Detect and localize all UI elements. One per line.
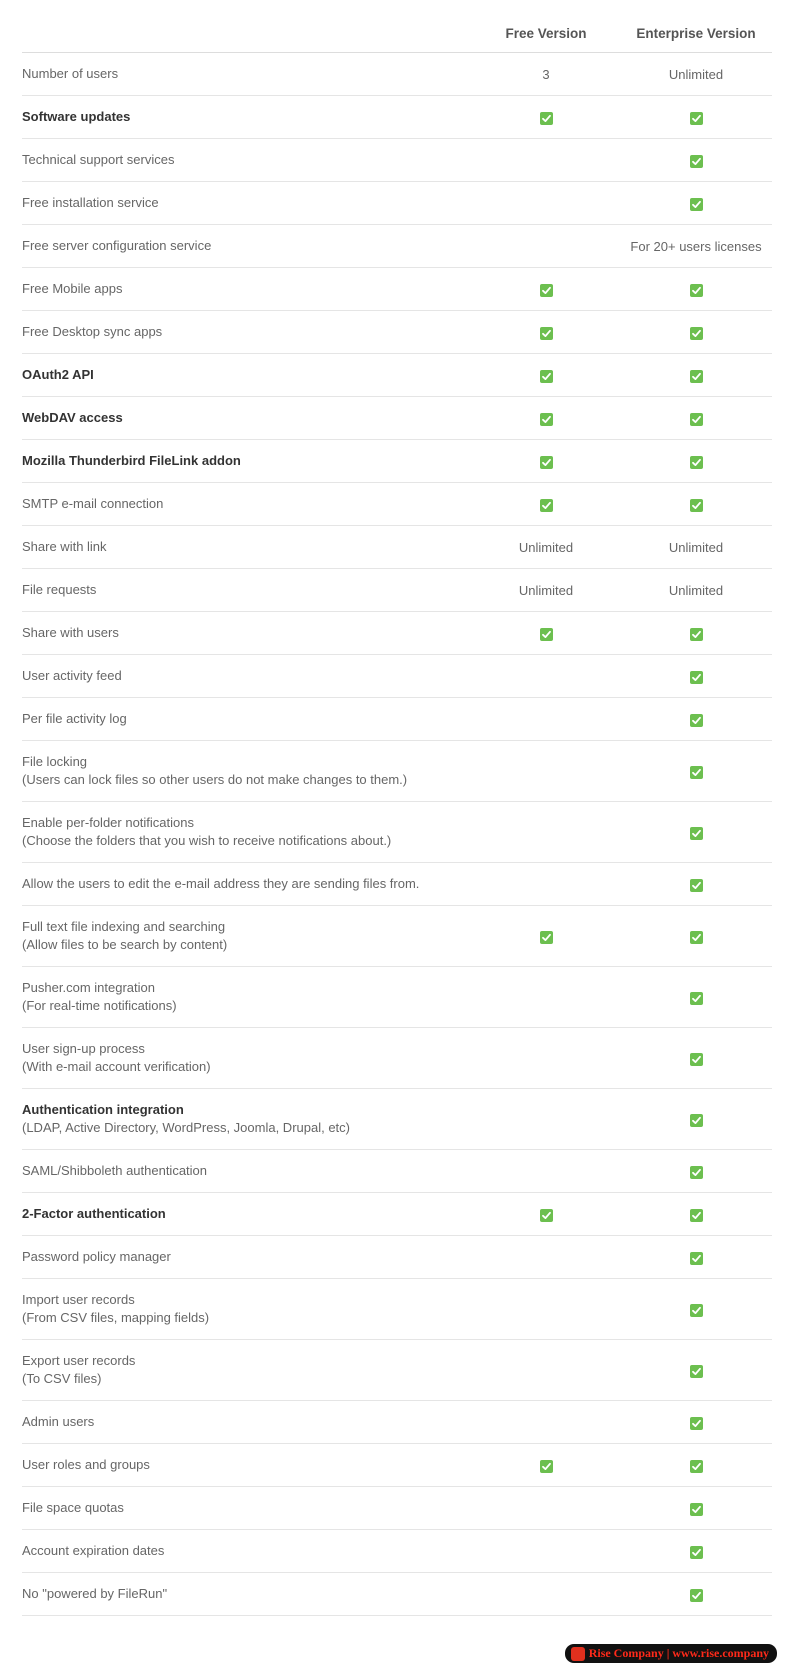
checkmark-icon <box>540 1460 553 1473</box>
enterprise-version-cell <box>620 281 772 296</box>
enterprise-version-cell <box>620 152 772 167</box>
enterprise-version-cell <box>620 324 772 339</box>
free-version-cell <box>472 625 620 640</box>
enterprise-version-cell <box>620 1543 772 1558</box>
checkmark-icon <box>690 1252 703 1265</box>
enterprise-version-cell <box>620 668 772 683</box>
feature-cell <box>22 710 472 728</box>
feature-label: Admin users <box>22 1414 95 1429</box>
feature-cell <box>22 280 472 298</box>
feature-cell <box>22 538 472 556</box>
feature-label: WebDAV access <box>22 410 123 425</box>
feature-cell <box>22 1413 472 1431</box>
enterprise-version-cell <box>620 625 772 640</box>
enterprise-version-cell <box>620 1457 772 1472</box>
feature-label: User roles and groups <box>22 1457 150 1472</box>
free-version-cell <box>472 324 620 339</box>
feature-cell <box>22 1456 472 1474</box>
table-row <box>22 1236 772 1279</box>
feature-sublabel: (Allow files to be search by content) <box>22 937 228 952</box>
enterprise-version-cell <box>620 540 772 555</box>
table-row <box>22 311 772 354</box>
rise-logo-icon <box>571 1647 585 1661</box>
feature-label: Free Desktop sync apps <box>22 324 163 339</box>
enterprise-version-cell <box>620 763 772 778</box>
feature-label: User sign-up process <box>22 1041 145 1056</box>
table-row <box>22 96 772 139</box>
checkmark-icon <box>690 284 703 297</box>
free-version-cell <box>472 410 620 425</box>
enterprise-version-cell <box>620 1111 772 1126</box>
table-row <box>22 569 772 612</box>
feature-label: File space quotas <box>22 1500 124 1515</box>
table-row <box>22 1150 772 1193</box>
feature-label: OAuth2 API <box>22 367 94 382</box>
enterprise-version-cell <box>620 367 772 382</box>
feature-cell <box>22 1499 472 1517</box>
free-version-cell <box>472 67 620 82</box>
checkmark-icon <box>690 1460 703 1473</box>
free-version-cell <box>472 109 620 124</box>
header-free-version: Free Version <box>505 25 587 41</box>
enterprise-version-cell <box>620 195 772 210</box>
table-row <box>22 741 772 802</box>
table-row <box>22 182 772 225</box>
checkmark-icon <box>690 370 703 383</box>
free-version-cell <box>472 583 620 598</box>
table-row <box>22 53 772 96</box>
enterprise-version-cell <box>620 1500 772 1515</box>
free-version-cell <box>472 540 620 555</box>
checkmark-icon <box>540 628 553 641</box>
table-row <box>22 483 772 526</box>
header-enterprise-version: Enterprise Version <box>636 25 756 41</box>
table-row <box>22 906 772 967</box>
free-version-cell <box>472 928 620 943</box>
checkmark-icon <box>690 931 703 944</box>
enterprise-version-cell <box>620 1414 772 1429</box>
table-row <box>22 1444 772 1487</box>
feature-label: Import user records <box>22 1292 135 1307</box>
enterprise-version-cell <box>620 410 772 425</box>
feature-label: SAML/Shibboleth authentication <box>22 1163 208 1178</box>
feature-label: No "powered by FileRun" <box>22 1586 168 1601</box>
enterprise-version-cell <box>620 1362 772 1377</box>
cell-value: Unlimited <box>668 539 724 555</box>
checkmark-icon <box>690 1546 703 1559</box>
feature-sublabel: (Users can lock files so other users do not make changes to them.) <box>22 772 408 787</box>
table-row <box>22 139 772 182</box>
feature-cell <box>22 581 472 599</box>
checkmark-icon <box>690 1417 703 1430</box>
table-row <box>22 1340 772 1401</box>
feature-label: Allow the users to edit the e-mail address they are sending files from. <box>22 876 420 891</box>
table-row <box>22 268 772 311</box>
feature-cell <box>22 624 472 642</box>
enterprise-version-cell <box>620 989 772 1004</box>
feature-cell <box>22 409 472 427</box>
enterprise-version-cell <box>620 928 772 943</box>
enterprise-version-cell <box>620 1586 772 1601</box>
feature-cell <box>22 151 472 169</box>
feature-cell <box>22 495 472 513</box>
table-row <box>22 655 772 698</box>
table-row <box>22 440 772 483</box>
feature-cell <box>22 814 472 850</box>
table-row <box>22 225 772 268</box>
feature-cell <box>22 1585 472 1603</box>
checkmark-icon <box>690 1304 703 1317</box>
checkmark-icon <box>540 499 553 512</box>
checkmark-icon <box>690 112 703 125</box>
table-row <box>22 967 772 1028</box>
checkmark-icon <box>690 1589 703 1602</box>
enterprise-version-cell <box>620 1249 772 1264</box>
feature-cell <box>22 366 472 384</box>
feature-cell <box>22 194 472 212</box>
enterprise-version-cell <box>620 824 772 839</box>
feature-cell <box>22 1101 472 1137</box>
enterprise-version-cell <box>620 1163 772 1178</box>
free-version-cell <box>472 1206 620 1221</box>
checkmark-icon <box>540 931 553 944</box>
feature-cell <box>22 667 472 685</box>
feature-sublabel: (For real-time notifications) <box>22 998 177 1013</box>
feature-label: Per file activity log <box>22 711 127 726</box>
table-row <box>22 1401 772 1444</box>
cell-value: Unlimited <box>518 582 574 598</box>
feature-cell <box>22 452 472 470</box>
feature-sublabel: (With e-mail account verification) <box>22 1059 211 1074</box>
feature-label: Enable per-folder notifications <box>22 815 194 830</box>
feature-cell <box>22 918 472 954</box>
checkmark-icon <box>690 413 703 426</box>
checkmark-icon <box>690 499 703 512</box>
checkmark-icon <box>690 327 703 340</box>
table-row <box>22 1530 772 1573</box>
cell-value: 3 <box>542 66 550 82</box>
feature-label: Mozilla Thunderbird FileLink addon <box>22 453 241 468</box>
checkmark-icon <box>690 671 703 684</box>
feature-cell <box>22 1040 472 1076</box>
feature-cell <box>22 875 472 893</box>
enterprise-version-cell <box>620 711 772 726</box>
checkmark-icon <box>690 1114 703 1127</box>
checkmark-icon <box>690 992 703 1005</box>
table-row <box>22 1193 772 1236</box>
feature-label: Free server configuration service <box>22 238 212 253</box>
feature-cell <box>22 237 472 255</box>
feature-label: Software updates <box>22 109 131 124</box>
checkmark-icon <box>690 1053 703 1066</box>
feature-label: Share with users <box>22 625 119 640</box>
feature-label: Pusher.com integration <box>22 980 155 995</box>
feature-label: Number of users <box>22 66 119 81</box>
enterprise-version-cell <box>620 1050 772 1065</box>
checkmark-icon <box>690 155 703 168</box>
feature-sublabel: (From CSV files, mapping fields) <box>22 1310 210 1325</box>
enterprise-version-cell <box>620 453 772 468</box>
table-row <box>22 1487 772 1530</box>
feature-cell <box>22 1205 472 1223</box>
feature-label: File requests <box>22 582 97 597</box>
checkmark-icon <box>690 456 703 469</box>
checkmark-icon <box>690 1166 703 1179</box>
feature-cell <box>22 1542 472 1560</box>
feature-sublabel: (Choose the folders that you wish to receive notifications about.) <box>22 833 392 848</box>
table-row <box>22 802 772 863</box>
feature-label: Technical support services <box>22 152 175 167</box>
feature-cell <box>22 108 472 126</box>
checkmark-icon <box>540 456 553 469</box>
enterprise-version-cell <box>620 496 772 511</box>
checkmark-icon <box>540 112 553 125</box>
table-row <box>22 1089 772 1150</box>
feature-cell <box>22 323 472 341</box>
feature-label: Full text file indexing and searching <box>22 919 226 934</box>
table-row <box>22 1028 772 1089</box>
watermark-text: Rise Company | www.rise.company <box>588 1646 769 1660</box>
table-row <box>22 526 772 569</box>
comparison-table <box>22 14 772 1616</box>
checkmark-icon <box>690 1209 703 1222</box>
watermark <box>565 1644 777 1663</box>
checkmark-icon <box>690 628 703 641</box>
feature-cell <box>22 1291 472 1327</box>
checkmark-icon <box>690 766 703 779</box>
table-row <box>22 863 772 906</box>
table-row <box>22 1573 772 1616</box>
feature-label: File locking <box>22 754 88 769</box>
feature-sublabel: (To CSV files) <box>22 1371 102 1386</box>
checkmark-icon <box>690 827 703 840</box>
enterprise-version-cell <box>620 876 772 891</box>
checkmark-icon <box>690 714 703 727</box>
free-version-cell <box>472 453 620 468</box>
feature-label: SMTP e-mail connection <box>22 496 164 511</box>
feature-cell <box>22 753 472 789</box>
checkmark-icon <box>690 198 703 211</box>
feature-cell <box>22 65 472 83</box>
enterprise-version-cell <box>620 109 772 124</box>
feature-cell <box>22 1352 472 1388</box>
cell-value: Unlimited <box>668 66 724 82</box>
cell-value: Unlimited <box>668 582 724 598</box>
free-version-cell <box>472 281 620 296</box>
feature-sublabel: (LDAP, Active Directory, WordPress, Joomla, Drupal, etc) <box>22 1120 350 1135</box>
feature-label: Account expiration dates <box>22 1543 165 1558</box>
free-version-cell <box>472 496 620 511</box>
checkmark-icon <box>690 1365 703 1378</box>
feature-label: Authentication integration <box>22 1102 184 1117</box>
feature-label: Password policy manager <box>22 1249 171 1264</box>
feature-cell <box>22 1248 472 1266</box>
enterprise-version-cell <box>620 1206 772 1221</box>
cell-value: Unlimited <box>518 539 574 555</box>
cell-value: For 20+ users licenses <box>630 238 762 254</box>
checkmark-icon <box>540 284 553 297</box>
table-row <box>22 1279 772 1340</box>
free-version-cell <box>472 367 620 382</box>
feature-cell <box>22 1162 472 1180</box>
table-row <box>22 698 772 741</box>
enterprise-version-cell <box>620 67 772 82</box>
free-version-cell <box>472 1457 620 1472</box>
table-row <box>22 354 772 397</box>
enterprise-version-cell <box>620 583 772 598</box>
feature-label: Free installation service <box>22 195 159 210</box>
checkmark-icon <box>540 413 553 426</box>
feature-label: Export user records <box>22 1353 136 1368</box>
checkmark-icon <box>540 327 553 340</box>
feature-label: User activity feed <box>22 668 122 683</box>
feature-label: 2-Factor authentication <box>22 1206 166 1221</box>
enterprise-version-cell <box>620 239 772 254</box>
checkmark-icon <box>540 370 553 383</box>
checkmark-icon <box>690 1503 703 1516</box>
table-body <box>22 53 772 1616</box>
checkmark-icon <box>690 879 703 892</box>
table-header <box>22 14 772 53</box>
feature-cell <box>22 979 472 1015</box>
table-row <box>22 612 772 655</box>
enterprise-version-cell <box>620 1301 772 1316</box>
feature-label: Share with link <box>22 539 107 554</box>
checkmark-icon <box>540 1209 553 1222</box>
feature-label: Free Mobile apps <box>22 281 123 296</box>
table-row <box>22 397 772 440</box>
